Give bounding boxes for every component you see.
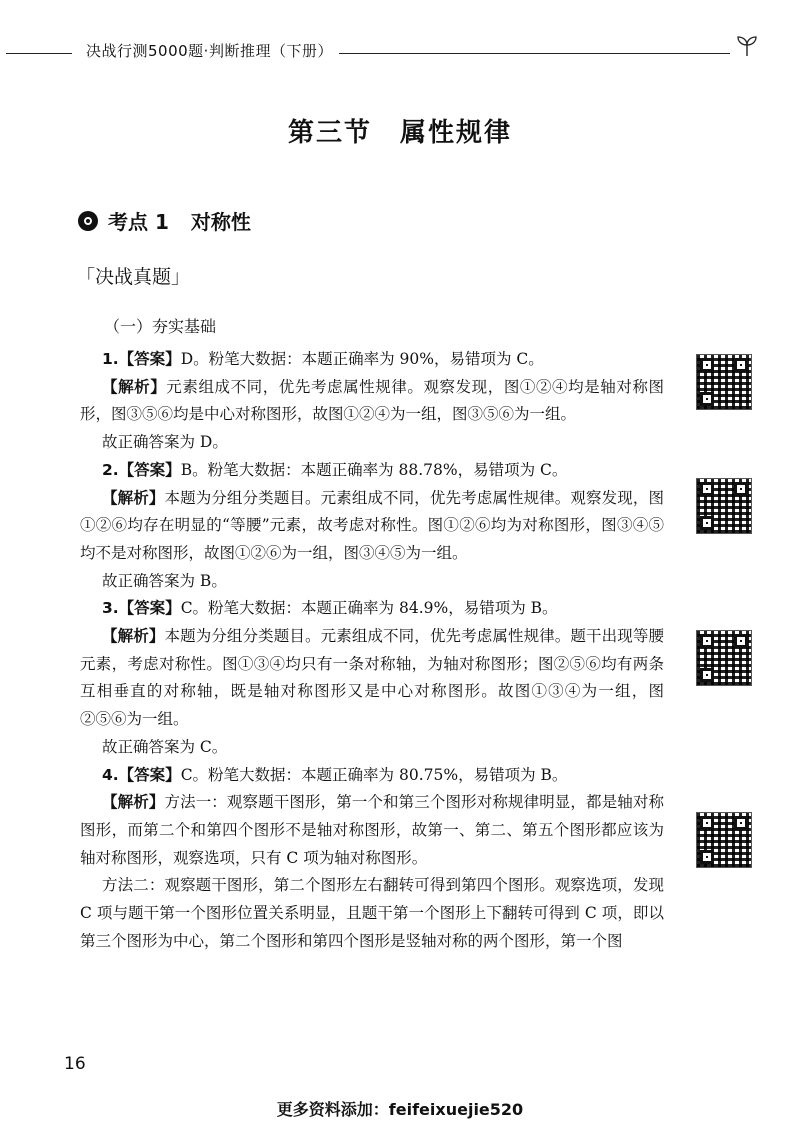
footer-note: 更多资料添加：feifeixuejie520: [276, 1100, 524, 1119]
answer-paragraph: [80, 457, 664, 485]
qr-finder: [700, 482, 714, 496]
answer-tag: 2.【答案】: [102, 460, 181, 479]
kaodian-heading: [78, 206, 251, 235]
answer-text: B。粉笔大数据：本题正确率为 88.78%，易错项为 C。: [180, 460, 568, 479]
qr-finder: [734, 634, 748, 648]
answer-paragraph: [80, 374, 664, 429]
answer-text: 方法二：观察题干图形，第二个图形左右翻转可得到第四个图形。观察选项，发现 C 项与题干第一个图形位置关系明显，且题干第一个图形上下翻转可得到 C 项，即以第三个图形为中心，第二个图形和第四个图形是竖轴对称的两个图形，第一个图: [80, 876, 664, 950]
answer-tag: 【解析】: [102, 488, 165, 507]
qr-finder: [734, 482, 748, 496]
section-title: 第三节 属性规律: [287, 118, 512, 148]
answer-text: 本题为分组分类题目。元素组成不同，优先考虑属性规律。题干出现等腰元素，考虑对称性。图①③④均只有一条对称轴，为轴对称图形；图②⑤⑥均有两条互相垂直的对称轴，既是轴对称图形又是中心对称图形。故图①③④为一组，图②⑤⑥为一组。: [80, 627, 664, 729]
qr-finder: [700, 358, 714, 372]
book-title: 决战行测5000题·判断推理（下册）: [80, 40, 339, 61]
answer-text: C。粉笔大数据：本题正确率为 84.9%，易错项为 B。: [180, 599, 558, 618]
answer-tag: 【解析】: [102, 793, 165, 812]
answer-tag: 4.【答案】: [102, 765, 181, 784]
answer-paragraph: [80, 595, 664, 623]
answer-paragraph: [80, 762, 664, 790]
answer-paragraph: [80, 734, 664, 762]
sprout-icon: [736, 32, 758, 58]
kaodian-number: 考点 1: [108, 210, 169, 234]
qr-finder: [700, 516, 714, 530]
kaodian-name: 对称性: [190, 210, 251, 234]
answer-text: 故正确答案为 B。: [102, 571, 227, 590]
qr-finder: [700, 634, 714, 648]
qr-finder: [734, 358, 748, 372]
answer-text: 方法一：观察题干图形，第一个和第三个图形对称规律明显，都是轴对称图形，而第二个和第四个图形不是轴对称图形，故第一、第二、第五个图形都应该为轴对称图形，观察选项，只有 C 项为轴对称图形。: [80, 793, 664, 867]
answer-tag: 【解析】: [102, 377, 167, 396]
qr-code-4[interactable]: [696, 812, 752, 868]
answer-text: D。粉笔大数据：本题正确率为 90%，易错项为 C。: [180, 350, 544, 368]
answer-text: 元素组成不同，优先考虑属性规律。观察发现，图①②④均是轴对称图形，图③⑤⑥均是中心对称图形，故图①②④为一组，图③⑤⑥为一组。: [80, 377, 664, 424]
answer-paragraph: [80, 568, 664, 596]
answer-text: 故正确答案为 C。: [102, 737, 228, 756]
header-rule-left: [6, 53, 72, 54]
qr-finder: [734, 816, 748, 830]
answer-text: 故正确答案为 D。: [102, 433, 228, 452]
answer-paragraph: [80, 485, 664, 568]
target-icon: [78, 211, 98, 231]
qr-finder: [700, 816, 714, 830]
answer-paragraph: [80, 872, 664, 955]
answer-tag: 3.【答案】: [102, 599, 181, 618]
answer-paragraph: [80, 346, 664, 374]
answer-paragraph: [80, 623, 664, 734]
qr-finder: [700, 668, 714, 682]
answer-body: [80, 346, 664, 955]
qr-code-1[interactable]: [696, 354, 752, 410]
header-rule-right: [310, 53, 730, 54]
page-number: 16: [64, 1054, 86, 1074]
answer-paragraph: [80, 789, 664, 872]
running-header: [0, 40, 800, 70]
answer-text: 本题为分组分类题目。元素组成不同，优先考虑属性规律。观察发现，图①②⑥均存在明显的“等腰”元素，故考虑对称性。图①②⑥均为对称图形，图③④⑤均不是对称图形，故图①②⑥为一组，图③④⑤为一组。: [80, 488, 664, 562]
answer-tag: 1.【答案】: [102, 350, 181, 368]
answer-paragraph: [80, 429, 664, 457]
answer-text: C。粉笔大数据：本题正确率为 80.75%，易错项为 B。: [180, 765, 568, 784]
subsection-heading: （一）夯实基础: [104, 317, 217, 336]
answer-tag: 【解析】: [102, 627, 165, 646]
qr-finder: [700, 392, 714, 406]
qr-code-3[interactable]: [696, 630, 752, 686]
qr-code-2[interactable]: [696, 478, 752, 534]
exam-questions-heading: 「决战真题」: [76, 266, 191, 288]
qr-finder: [700, 850, 714, 864]
